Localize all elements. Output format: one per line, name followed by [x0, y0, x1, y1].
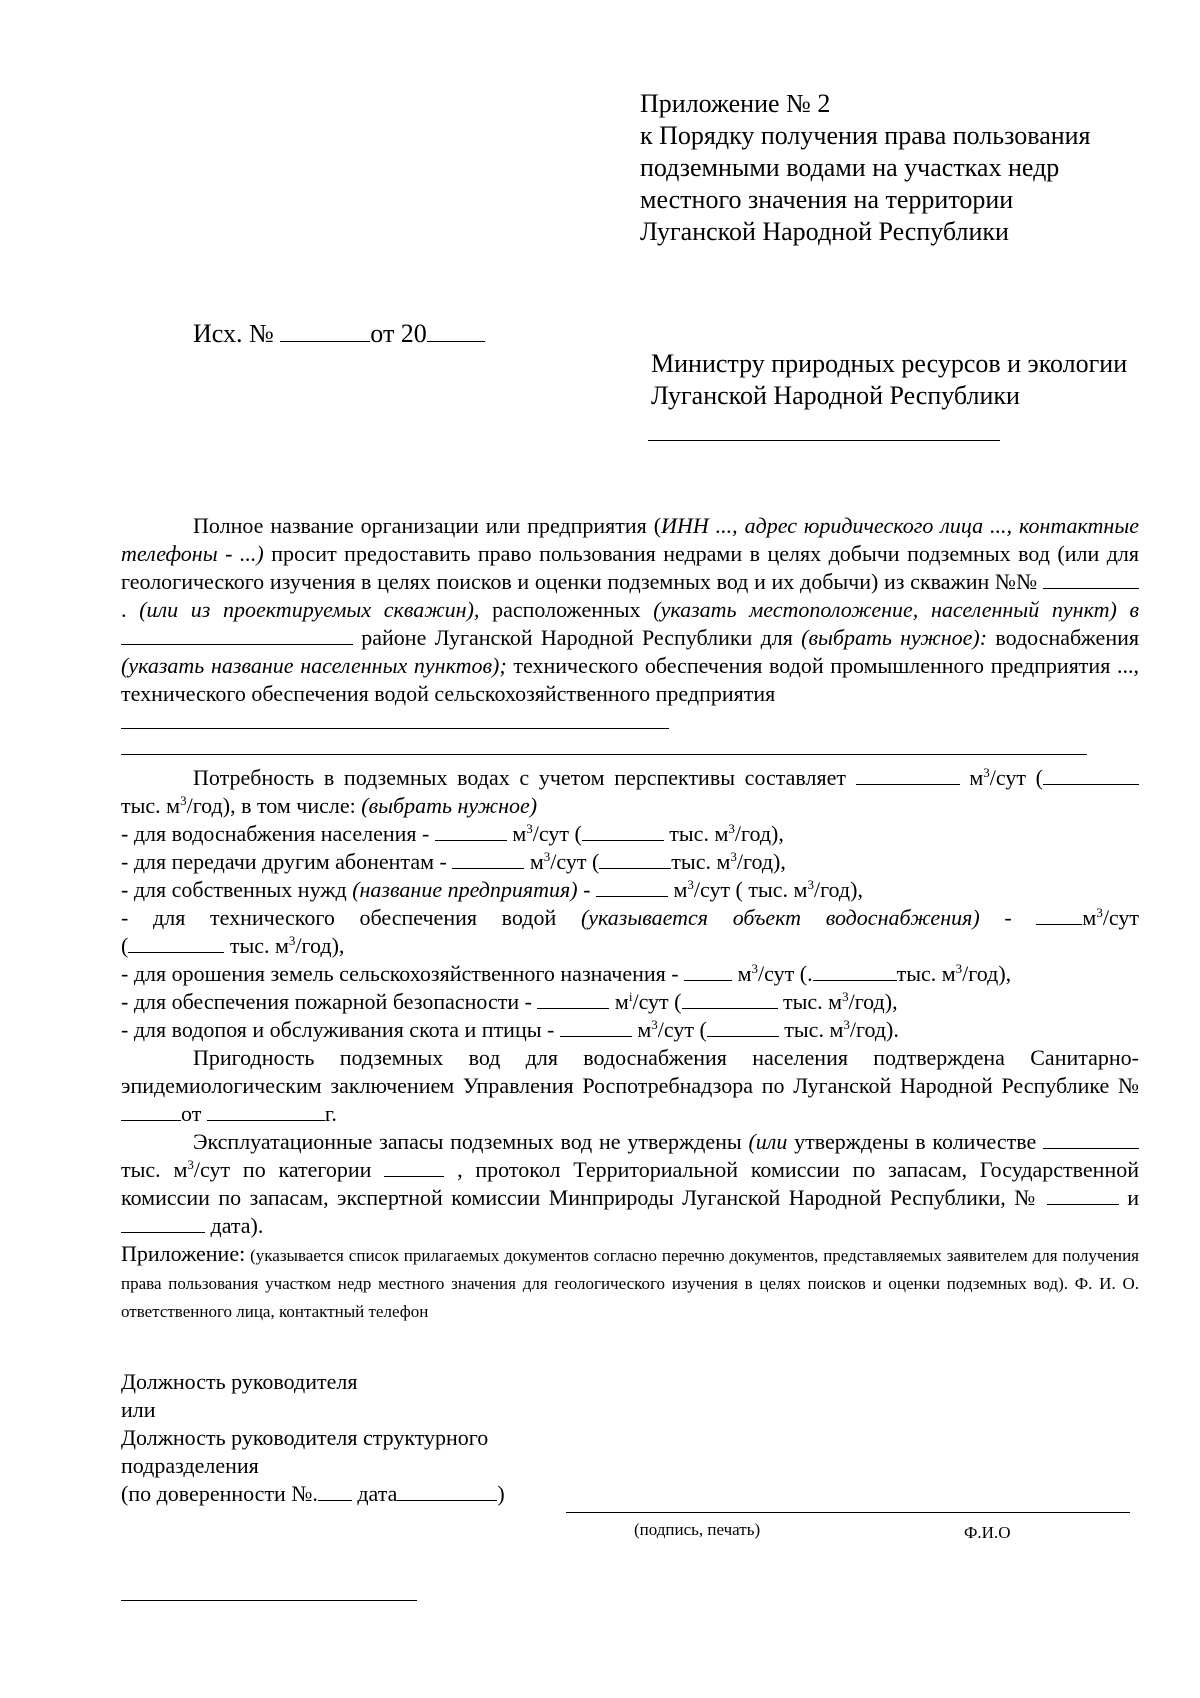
annex-line: Приложение № 2 — [640, 89, 831, 118]
document-body — [121, 512, 1139, 1324]
item-livestock: - для водопоя и обслуживания скота и птицы - $м^3$/сут ( тыс. $м^3/год$). — [121, 1017, 899, 1042]
addressee-line: Луганской Народной Республики — [651, 381, 1020, 410]
power-of-attorney: (по доверенности №. дата ) — [121, 1481, 505, 1506]
addressee-line: Министру природных ресурсов и экологии — [651, 349, 1128, 378]
blank-line-2 — [121, 736, 1139, 764]
item-irrigation: - для орошения земель сельскохозяйственного назначения - $м^3$/сут (. тыс. $м^3/год$), — [121, 961, 1012, 986]
paragraph-request: Полное название организации или предприятия (ИНН ..., адрес юридического лица ..., контактные телефоны - ...) просит предоставить право пользования недрами в целях добычи подземных вод (или для геологического изучения в целях поисков и оценки подземных вод и их добычи) из скважин №№ . (или из проектируемых скважин), расположенных (указать местоположение, населенный пункт) в районе Луганской Народной Республики для (выбрать нужное): водоснабжения (указать название населенных пунктов); технического обеспечения водой промышленного предприятия ..., технического обеспечения водой сельскохозяйственного предприятия — [121, 513, 1140, 706]
blank-line-1 — [121, 708, 1139, 736]
signatory-unit-position: Должность руководителя структурного — [121, 1425, 489, 1450]
item-technical-cont: ( тыс. $м^3/год$), — [121, 933, 345, 958]
signatory-or: или — [121, 1397, 156, 1422]
outgoing-date-label: от 20 — [370, 319, 427, 348]
item-technical: - для технического обеспечения водой (указывается объект водоснабжения) - $м^3$/сут — [121, 905, 1140, 930]
annex-note: Приложение: (указывается список прилагаемых документов согласно перечню документов, представляемых заявителем для получения права пользования участком недр местного значения для геологического изучения в целях поисков и оценки подземных вод). Ф. И. О. ответственного лица, контактный телефон — [121, 1241, 1139, 1321]
item-own-needs: - для собственных нужд (название предприятия) - $м^3$/сут ( тыс. $м^3/год$), — [121, 877, 863, 902]
footnote-separator — [121, 1600, 417, 1601]
signatory-position: Должность руководителя — [121, 1369, 358, 1394]
signature-caption: (подпись, печать) — [634, 1520, 761, 1539]
annex-line: Луганской Народной Республики — [640, 217, 1009, 246]
paragraph-suitability: Пригодность подземных вод для водоснабжения населения подтверждена Санитарно-эпидемиологическим заключением Управления Роспотребнадзора по Луганской Народной Республике № от г. — [121, 1045, 1139, 1126]
item-population: - для водоснабжения населения - $м^3$/сут ( тыс. $м^3/год$), — [121, 821, 784, 846]
outgoing-year-blank — [427, 323, 485, 342]
item-fire-safety: - для обеспечения пожарной безопасности - $м^i$/сут ( тыс. $м^3/год$), — [121, 989, 898, 1014]
outgoing-prefix: Исх. № — [193, 319, 274, 348]
paragraph-reserves: Эксплуатационные запасы подземных вод не утверждены (или утверждены в количестве тыс. $м^3$/сут по категории , протокол Территориальной комиссии по запасам, Государственной комиссии по запасам, экспертной комиссии Минприроды Луганской Народной Республики, № и дата). — [121, 1129, 1140, 1238]
annex-header — [640, 88, 1180, 248]
addressee — [651, 348, 1127, 412]
paragraph-demand: Потребность в подземных водах с учетом перспективы составляет $м^3$/сут ( тыс. $м^3/год$), в том числе: (выбрать нужное) — [121, 764, 1139, 820]
annex-line: подземными водами на участках недр — [640, 153, 1060, 182]
signature-line — [566, 1512, 1130, 1513]
fio-caption: Ф.И.О — [964, 1523, 1011, 1542]
annex-line: местного значения на территории — [640, 185, 1014, 214]
addressee-blank-line — [648, 440, 1000, 441]
outgoing-number-blank — [280, 323, 370, 342]
annex-line: к Порядку получения права пользования — [640, 121, 1091, 150]
outgoing-number — [193, 318, 485, 350]
signature-block — [121, 1368, 505, 1508]
item-subscribers: - для передачи другим абонентам - $м^3$/сут ( тыс. $м^3/год$), — [121, 849, 786, 874]
signatory-unit: подразделения — [121, 1453, 259, 1478]
